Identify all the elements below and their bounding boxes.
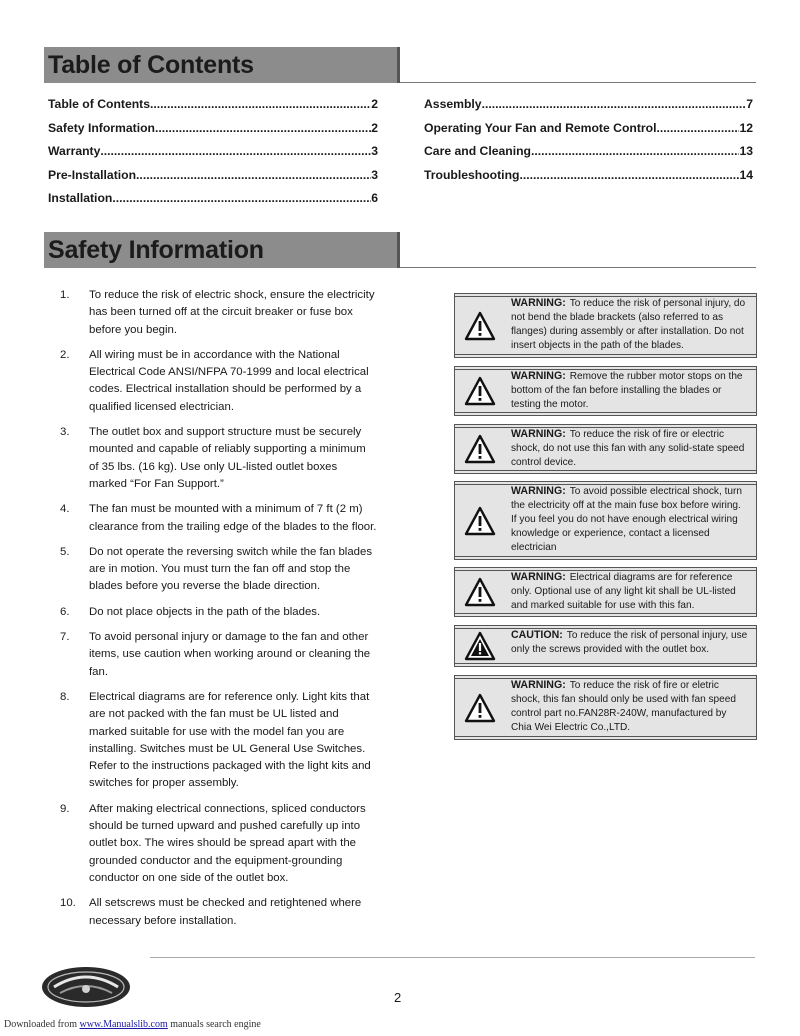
toc-entry-installation[interactable]: Installation ..... 6	[48, 187, 378, 211]
toc-entry-troubleshooting[interactable]: Troubleshooting ..... 14	[424, 164, 753, 188]
warning-triangle-icon	[464, 311, 496, 341]
warning-triangle-icon	[464, 434, 496, 464]
safety-list	[60, 287, 378, 938]
safety-header	[44, 232, 756, 270]
toc-entry-safety-information[interactable]: Safety Information ..... 2	[48, 117, 378, 141]
warning-box: WARNING: To avoid possible electrical shock, turn the electricity off at the main fuse box before wiring. If you feel you do not have enough electrical wiring knowledge or experience, contact a licensed electrician	[454, 481, 757, 560]
toc-entry-assembly[interactable]: Assembly ..... 7	[424, 93, 753, 117]
safety-item: 9. After making electrical connections, spliced conductors should be turned upward and pushed carefully up into outlet box. The wires should be spread apart with the grounded conductor and the equipment-grounding conductor on one side of the outlet box.	[60, 802, 366, 884]
safety-title: Safety Information	[48, 236, 264, 264]
warning-box: WARNING: To reduce the risk of fire or electric shock, do not use this fan with any solid-state speed control device.	[454, 424, 757, 474]
safety-item: 1. To reduce the risk of electric shock, ensure the electricity has been turned off at the circuit breaker or fuse box before you begin.	[60, 289, 375, 336]
safety-item: 3. The outlet box and support structure must be securely mounted and capable of reliably supporting a minimum of 35 lbs. (16 kg). Use only UL-listed outlet boxes marked “For Fan Support.”	[60, 426, 366, 490]
warning-triangle-icon	[464, 506, 496, 536]
toc-header	[44, 47, 756, 85]
warning-triangle-icon	[464, 376, 496, 406]
toc-right-column	[424, 93, 753, 187]
warning-box: WARNING: Remove the rubber motor stops on the bottom of the fan before installing the blades or testing the motor.	[454, 366, 757, 416]
download-note: Downloaded from www.Manualslib.com manuals search engine	[4, 1019, 261, 1030]
safety-item: 2. All wiring must be in accordance with the National Electrical Code ANSI/NFPA 70-1999 and local electrical codes. Electrical installation should be performed by a qualified licensed electrician.	[60, 348, 369, 413]
brand-logo	[40, 963, 132, 1009]
caution-box: CAUTION: To reduce the risk of personal injury, use only the screws provided with the outlet box.	[454, 625, 757, 667]
warning-triangle-icon	[464, 693, 496, 723]
toc-title: Table of Contents	[48, 51, 254, 79]
toc-entry-operating-fan[interactable]: Operating Your Fan and Remote Control ..... 12	[424, 117, 753, 141]
toc-entry-table-of-contents[interactable]: Table of Contents ..... 2	[48, 93, 378, 117]
toc-header-rule	[400, 82, 756, 83]
safety-item: 7. To avoid personal injury or damage to the fan and other items, use caution when working around or cleaning the fan.	[60, 631, 371, 678]
manualslib-link[interactable]: www.Manualslib.com	[79, 1019, 168, 1030]
safety-item: 4. The fan must be mounted with a minimum of 7 ft (2 m) clearance from the trailing edge of the blades to the floor.	[60, 503, 377, 533]
safety-item: 6. Do not place objects in the path of the blades.	[60, 605, 321, 618]
safety-item: 10. All setscrews must be checked and retightened where necessary before installation.	[60, 897, 362, 927]
safety-item: 8. Electrical diagrams are for reference only. Light kits that are not packed with the fan must be UL listed and marked suitable for use with the model fan you are installing. Switches must be UL General Use Switches. Refer to the instructions packaged with the light kits and switches for proper assembly.	[60, 690, 371, 790]
toc-entry-warranty[interactable]: Warranty ..... 3	[48, 140, 378, 164]
warning-triangle-icon	[464, 577, 496, 607]
warning-box: WARNING: Electrical diagrams are for reference only. Optional use of any light kit shall be UL-listed and marked suitable for use with this fan.	[454, 567, 757, 617]
caution-triangle-icon	[464, 631, 496, 661]
footer-rule	[150, 957, 755, 958]
warning-box: WARNING: To reduce the risk of fire or eletric shock, this fan should only be used with fan speed control part no.FAN28R-240W, manufactured by Chia Wei Electric Co.,LTD.	[454, 675, 757, 740]
page-number: 2	[394, 990, 402, 1005]
toc-left-column	[48, 93, 378, 211]
safety-item: 5. Do not operate the reversing switch while the fan blades are in motion. You must turn the fan off and stop the blades before you reverse the blade direction.	[60, 545, 373, 593]
toc-entry-pre-installation[interactable]: Pre-Installation ..... 3	[48, 164, 378, 188]
toc-entry-care-cleaning[interactable]: Care and Cleaning ..... 13	[424, 140, 753, 164]
warning-box: WARNING: To reduce the risk of personal injury, do not bend the blade brackets (also referred to as flanges) during assembly or after installation. Do not insert objects in the path of the blades.	[454, 293, 757, 358]
safety-header-rule	[400, 267, 756, 268]
